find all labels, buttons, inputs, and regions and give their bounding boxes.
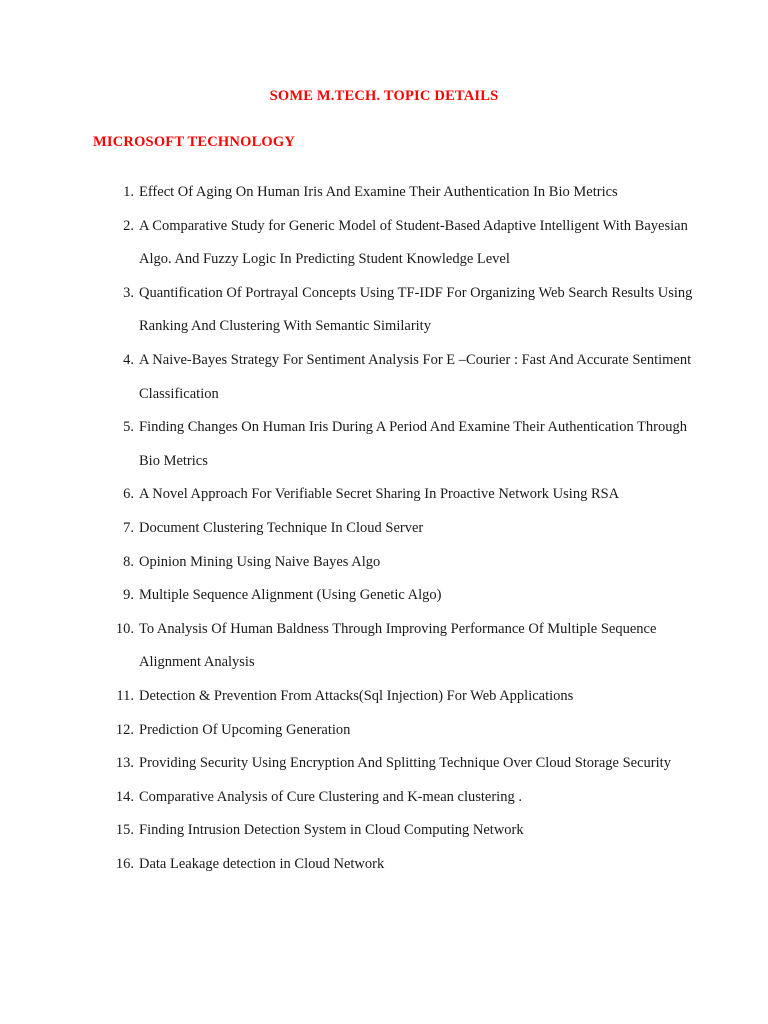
- list-item-text: A Comparative Study for Generic Model of Student-Based Adaptive Intelligent With Bayesian Algo. And Fuzzy Logic In Predicting Student Knowledge Level: [139, 217, 688, 268]
- list-item-text: A Novel Approach For Verifiable Secret Sharing In Proactive Network Using RSA: [139, 486, 620, 503]
- list-item-text: Comparative Analysis of Cure Clustering and K-mean clustering .: [139, 788, 522, 805]
- list-item-number: 11.: [116, 687, 134, 704]
- list-item-text: Finding Intrusion Detection System in Cloud Computing Network: [139, 822, 524, 839]
- list-item-number: 6.: [123, 486, 134, 503]
- list-item-text: Quantification Of Portrayal Concepts Using TF-IDF For Organizing Web Search Results Using Ranking And Clustering With Semantic Similarity: [139, 284, 693, 335]
- list-item: [0, 411, 768, 478]
- list-item-number: 7.: [123, 519, 134, 536]
- list-item: [0, 781, 768, 815]
- list-item-text: Opinion Mining Using Naive Bayes Algo: [139, 553, 381, 570]
- list-item-number: 1.: [123, 184, 134, 200]
- list-item-text: Providing Security Using Encryption And Splitting Technique Over Cloud Storage Security: [139, 755, 671, 772]
- topic-list: [0, 176, 768, 881]
- list-item: [0, 814, 768, 848]
- section-heading: MICROSOFT TECHNOLOGY: [93, 134, 296, 150]
- list-item-number: 2.: [123, 217, 134, 234]
- list-item: [0, 210, 768, 277]
- list-item-number: 8.: [123, 553, 134, 570]
- list-item-number: 12.: [115, 721, 134, 738]
- list-item-number: 13.: [115, 755, 134, 772]
- list-item-number: 4.: [123, 351, 134, 368]
- list-item: [0, 848, 768, 882]
- list-item: [0, 512, 768, 546]
- list-item-text: Multiple Sequence Alignment (Using Genetic Algo): [139, 587, 442, 604]
- list-item-number: 14.: [115, 788, 134, 805]
- list-item-text: Data Leakage detection in Cloud Network: [139, 855, 385, 872]
- list-item-number: 5.: [123, 419, 134, 436]
- list-item-number: 16.: [115, 855, 134, 872]
- list-item: [0, 277, 768, 344]
- list-item-text: To Analysis Of Human Baldness Through Improving Performance Of Multiple Sequence Alignment Analysis: [139, 620, 657, 671]
- list-item: [0, 478, 768, 512]
- list-item-text: Document Clustering Technique In Cloud Server: [139, 519, 424, 536]
- list-item: [0, 176, 768, 210]
- page-title: SOME M.TECH. TOPIC DETAILS: [269, 88, 499, 104]
- list-item-number: 9.: [123, 587, 134, 604]
- list-item-text: Prediction Of Upcoming Generation: [139, 721, 351, 738]
- list-item: [0, 747, 768, 781]
- list-item: [0, 613, 768, 680]
- list-item: [0, 344, 768, 411]
- list-item-number: 3.: [123, 284, 134, 301]
- list-item: [0, 579, 768, 613]
- list-item: [0, 546, 768, 580]
- list-item: [0, 714, 768, 748]
- list-item: [0, 680, 768, 714]
- list-item-text: Detection & Prevention From Attacks(Sql Injection) For Web Applications: [139, 687, 574, 704]
- list-item-text: Finding Changes On Human Iris During A Period And Examine Their Authentication Through Bio Metrics: [139, 419, 687, 469]
- list-item-number: 10.: [115, 620, 134, 637]
- list-item-text: A Naive-Bayes Strategy For Sentiment Analysis For E –Courier : Fast And Accurate Sentiment Classification: [139, 351, 692, 402]
- list-item-number: 15.: [115, 822, 134, 839]
- list-item-text: Effect Of Aging On Human Iris And Examine Their Authentication In Bio Metrics: [139, 184, 618, 200]
